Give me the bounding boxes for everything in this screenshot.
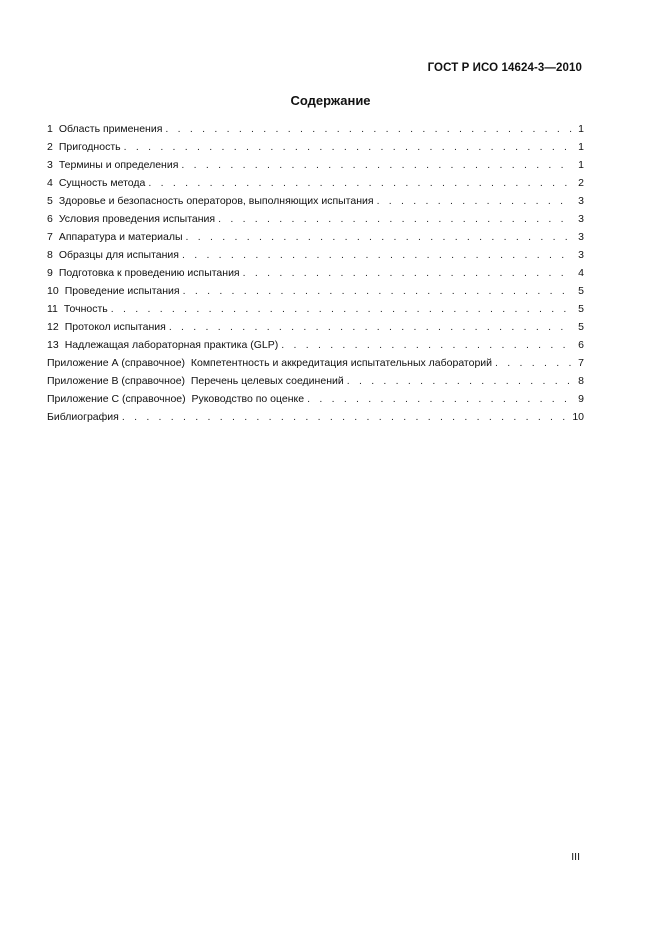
toc-item-number: 8: [47, 249, 53, 261]
toc-dot-leader: [186, 228, 573, 246]
toc-item-page: 3: [578, 231, 584, 243]
toc-item-title: Приложение В (справочное) Перечень целевых соединений: [47, 375, 344, 387]
toc-dot-leader: [181, 156, 573, 174]
toc-item-number: 13: [47, 339, 59, 351]
toc-dot-leader: [218, 210, 573, 228]
toc-item-number: 12: [47, 321, 59, 333]
toc-item-13[interactable]: [47, 336, 584, 354]
toc-dot-leader: [165, 120, 573, 138]
toc-dot-leader: [183, 282, 573, 300]
toc-item-page: 7: [578, 357, 584, 369]
toc-item-1[interactable]: [47, 120, 584, 138]
toc-item-page: 5: [578, 321, 584, 333]
document-header-standard-id: ГОСТ Р ИСО 14624-3—2010: [427, 62, 582, 74]
toc-item-title: Надлежащая лабораторная практика (GLP): [64, 339, 279, 351]
toc-item-bibliography[interactable]: [47, 408, 584, 426]
toc-item-number: 3: [47, 159, 53, 171]
toc-item-title: Здоровье и безопасность операторов, выполняющих испытания: [58, 195, 374, 207]
toc-item-6[interactable]: [47, 210, 584, 228]
toc-item-page: 10: [572, 411, 584, 423]
toc-dot-leader: [307, 390, 573, 408]
toc-item-title: Приложение С (справочное) Руководство по оценке: [47, 393, 305, 405]
toc-dot-leader: [122, 408, 569, 426]
toc-item-title: Сущность метода: [58, 177, 146, 189]
toc-item-number: 5: [47, 195, 53, 207]
toc-dot-leader: [495, 354, 573, 372]
toc-item-number: 6: [47, 213, 53, 225]
toc-item-4[interactable]: [47, 174, 584, 192]
toc-item-number: 1: [47, 123, 53, 135]
toc-item-8[interactable]: [47, 246, 584, 264]
toc-item-title: Пригодность: [58, 141, 121, 153]
toc-item-page: 6: [578, 339, 584, 351]
toc-item-number: 7: [47, 231, 53, 243]
toc-item-title: Область применения: [58, 123, 163, 135]
toc-item-page: 3: [578, 213, 584, 225]
toc-item-2[interactable]: [47, 138, 584, 156]
toc-item-appendix-c[interactable]: [47, 390, 584, 408]
toc-item-page: 1: [578, 123, 584, 135]
toc-item-number: 2: [47, 141, 53, 153]
toc-item-appendix-a[interactable]: [47, 354, 584, 372]
toc-item-title: Приложение А (справочное) Компетентность и аккредитация испытательных лабораторий: [47, 357, 493, 369]
toc-dot-leader: [182, 246, 573, 264]
toc-item-number: 4: [47, 177, 53, 189]
toc-item-page: 1: [578, 159, 584, 171]
toc-item-number: 9: [47, 267, 53, 279]
toc-item-page: 3: [578, 249, 584, 261]
toc-item-title: Проведение испытания: [64, 285, 180, 297]
toc-dot-leader: [243, 264, 573, 282]
toc-item-title: Точность: [63, 303, 108, 315]
toc-item-title: Термины и определения: [58, 159, 179, 171]
toc-item-9[interactable]: [47, 264, 584, 282]
toc-item-10[interactable]: [47, 282, 584, 300]
toc-item-title: Библиография: [47, 411, 119, 423]
table-of-contents: [47, 120, 584, 426]
toc-dot-leader: [111, 300, 573, 318]
toc-item-page: 9: [578, 393, 584, 405]
page-number: III: [571, 851, 580, 863]
toc-item-page: 1: [578, 141, 584, 153]
toc-dot-leader: [124, 138, 573, 156]
toc-item-page: 3: [578, 195, 584, 207]
toc-dot-leader: [148, 174, 573, 192]
toc-dot-leader: [281, 336, 573, 354]
toc-item-12[interactable]: [47, 318, 584, 336]
toc-dot-leader: [377, 192, 573, 210]
toc-dot-leader: [169, 318, 573, 336]
toc-item-page: 2: [578, 177, 584, 189]
toc-item-number: 10: [47, 285, 59, 297]
toc-item-appendix-b[interactable]: [47, 372, 584, 390]
toc-item-page: 5: [578, 303, 584, 315]
toc-item-page: 5: [578, 285, 584, 297]
toc-item-title: Аппаратура и материалы: [58, 231, 183, 243]
toc-item-title: Условия проведения испытания: [58, 213, 216, 225]
toc-item-7[interactable]: [47, 228, 584, 246]
toc-item-number: 11: [47, 303, 58, 315]
toc-item-5[interactable]: [47, 192, 584, 210]
toc-title: Содержание: [290, 93, 371, 108]
toc-dot-leader: [347, 372, 573, 390]
toc-item-page: 4: [578, 267, 584, 279]
toc-item-title: Протокол испытания: [64, 321, 166, 333]
toc-item-page: 8: [578, 375, 584, 387]
toc-item-11[interactable]: [47, 300, 584, 318]
toc-item-3[interactable]: [47, 156, 584, 174]
toc-item-title: Образцы для испытания: [58, 249, 179, 261]
toc-item-title: Подготовка к проведению испытания: [58, 267, 240, 279]
